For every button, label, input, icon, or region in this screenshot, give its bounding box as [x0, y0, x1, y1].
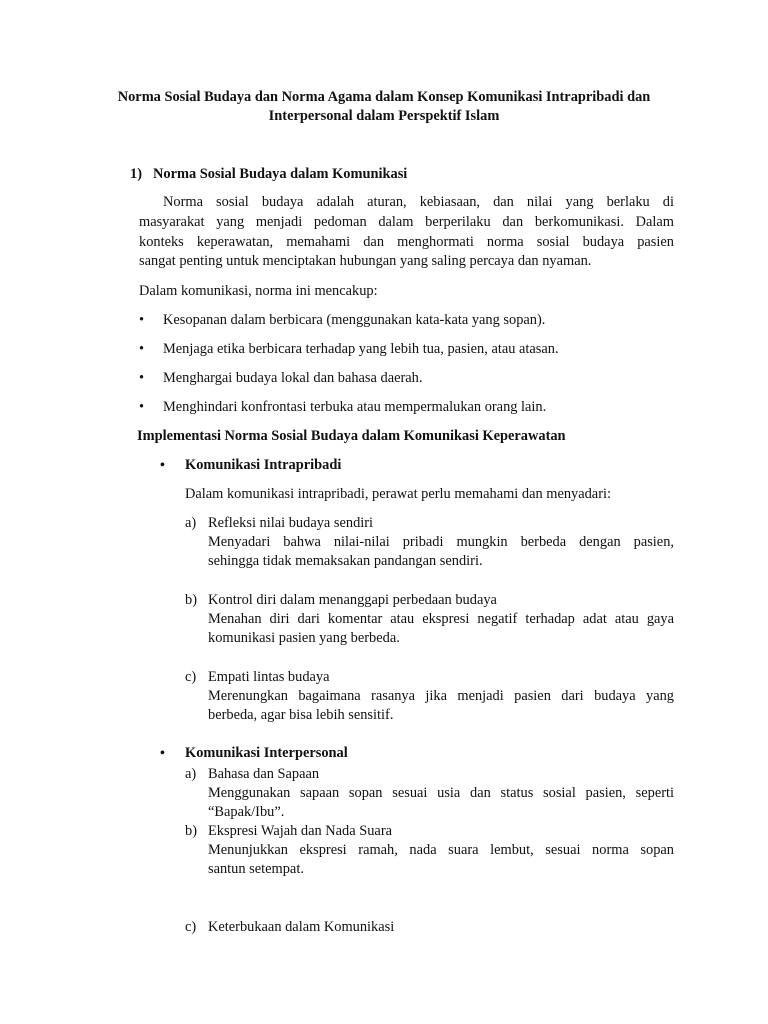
document-title-line-1: Norma Sosial Budaya dan Norma Agama dalam Konsep Komunikasi Intrapribadi dan — [117, 89, 651, 105]
item-label: b) — [185, 592, 197, 608]
bullet-icon: • — [139, 399, 145, 415]
item-title: Empati lintas budaya — [208, 669, 330, 685]
item-text: Merenungkan bagaimana rasanya jika menjadi pasien dari budaya yang — [208, 688, 674, 704]
item-title: Keterbukaan dalam Komunikasi — [208, 919, 395, 935]
item-title: Bahasa dan Sapaan — [208, 766, 320, 782]
bullet-icon: • — [160, 458, 165, 473]
list-item: Menghargai budaya lokal dan bahasa daerah. — [163, 370, 423, 386]
bullet-icon: • — [160, 746, 165, 761]
list-item: Menjaga etika berbicara terhadap yang lebih tua, pasien, atau atasan. — [163, 341, 559, 357]
list-intro: Dalam komunikasi, norma ini mencakup: — [139, 283, 378, 299]
item-text: Menunjukkan ekspresi ramah, nada suara lembut, sesuai norma sopan — [208, 842, 674, 858]
bullet-icon: • — [139, 341, 145, 357]
paragraph-line: konteks keperawatan, memahami dan menghormati norma sosial budaya pasien — [139, 234, 674, 250]
bullet-icon: • — [139, 312, 145, 328]
list-item: Kesopanan dalam berbicara (menggunakan kata-kata yang sopan). — [163, 312, 546, 328]
bullet-icon: • — [139, 370, 145, 386]
item-text: santun setempat. — [208, 861, 304, 877]
document-title-line-2: Interpersonal dalam Perspektif Islam — [268, 108, 500, 124]
section-number: 1) — [130, 166, 142, 182]
implementation-heading: Implementasi Norma Sosial Budaya dalam Komunikasi Keperawatan — [137, 428, 566, 444]
subsection-heading: Komunikasi Intrapribadi — [185, 457, 342, 473]
item-text: Menyadari bahwa nilai-nilai pribadi mungkin berbeda dengan pasien, — [208, 534, 674, 550]
item-text: Menggunakan sapaan sopan sesuai usia dan status sosial pasien, seperti — [208, 785, 674, 801]
item-text: sehingga tidak memaksakan pandangan sendiri. — [208, 553, 483, 569]
item-title: Ekspresi Wajah dan Nada Suara — [208, 823, 392, 839]
item-text: “Bapak/Ibu”. — [208, 804, 285, 820]
paragraph-line: Norma sosial budaya adalah aturan, kebiasaan, dan nilai yang berlaku di — [163, 194, 674, 210]
item-label: a) — [185, 766, 197, 782]
item-label: a) — [185, 515, 197, 531]
item-text: Menahan diri dari komentar atau ekspresi negatif terhadap adat atau gaya — [208, 611, 674, 627]
paragraph-line: sangat penting untuk menciptakan hubungan yang saling percaya dan nyaman. — [139, 253, 592, 269]
subsection-heading: Komunikasi Interpersonal — [185, 745, 348, 761]
item-label: c) — [185, 669, 197, 685]
item-text: berbeda, agar bisa lebih sensitif. — [208, 707, 394, 723]
list-item: Menghindari konfrontasi terbuka atau mempermalukan orang lain. — [163, 399, 547, 415]
item-label: b) — [185, 823, 197, 839]
item-text: komunikasi pasien yang berbeda. — [208, 630, 400, 646]
item-title: Kontrol diri dalam menanggapi perbedaan budaya — [208, 592, 497, 608]
item-label: c) — [185, 919, 197, 935]
subsection-intro: Dalam komunikasi intrapribadi, perawat perlu memahami dan menyadari: — [185, 486, 611, 502]
item-title: Refleksi nilai budaya sendiri — [208, 515, 374, 531]
paragraph-line: masyarakat yang menjadi pedoman dalam berperilaku dan berkomunikasi. Dalam — [139, 214, 674, 230]
section-heading: Norma Sosial Budaya dalam Komunikasi — [153, 166, 408, 182]
